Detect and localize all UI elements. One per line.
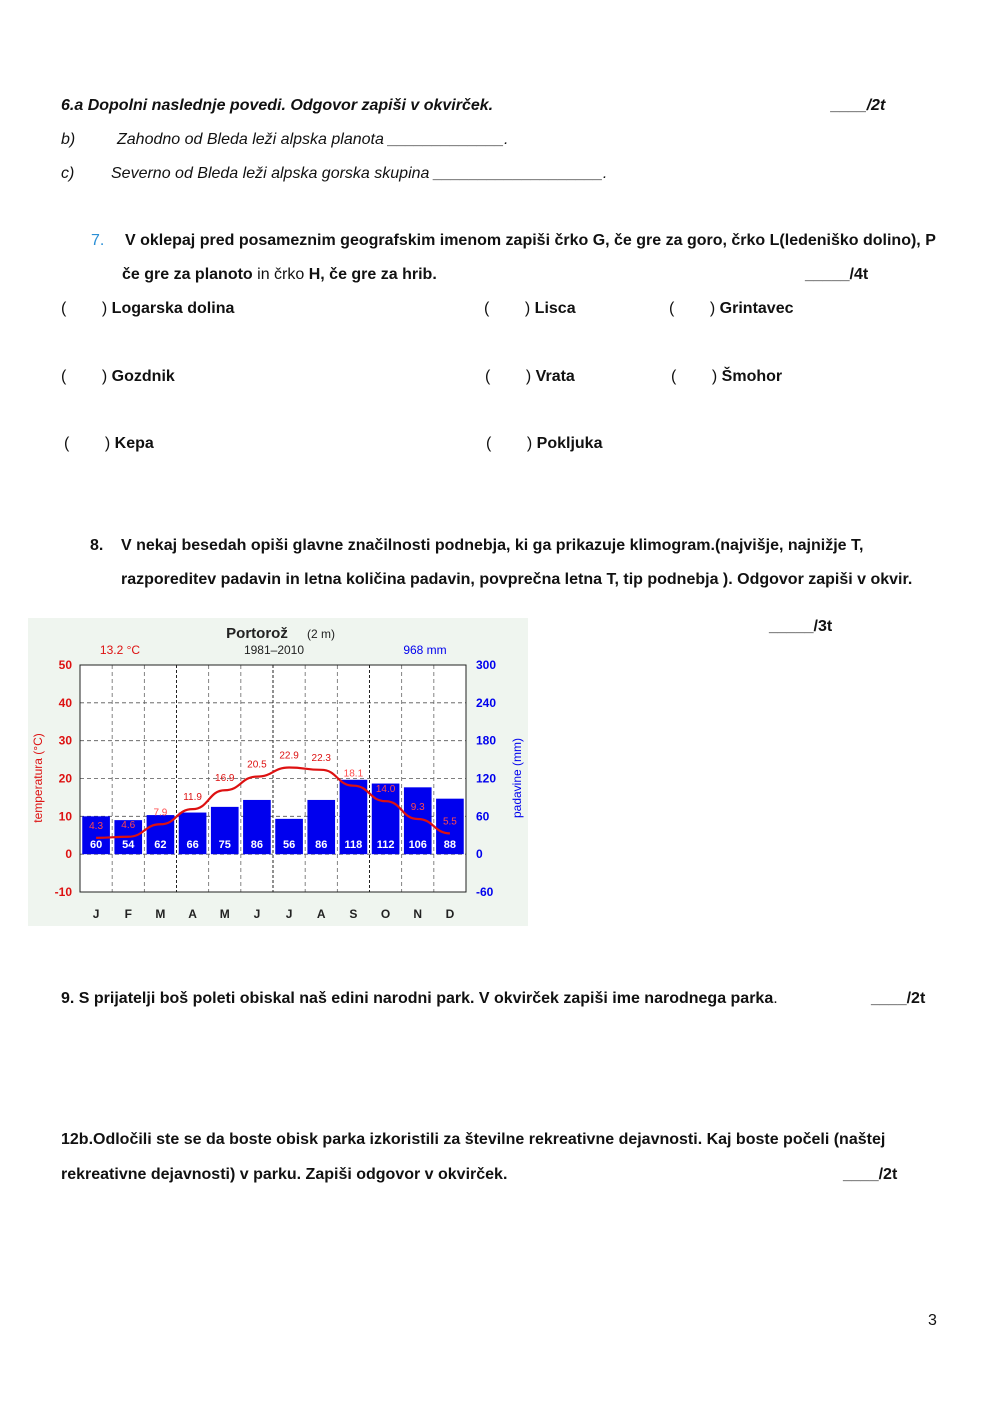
- q7-item-lisca: [484, 300, 576, 318]
- annual-precipitation: 968 mm: [403, 643, 447, 657]
- q7-item-gozdnik: [61, 368, 175, 386]
- q7-item-grintavec: [669, 300, 793, 318]
- month-label: M: [219, 907, 230, 921]
- item-label: Gozdnik: [111, 368, 175, 385]
- precip-value-label: 86: [250, 839, 264, 852]
- item-label: Grintavec: [719, 300, 794, 317]
- month-label: N: [413, 907, 423, 921]
- temperature-value-label: 22.3: [311, 752, 331, 764]
- q7-number: 7.: [91, 232, 105, 249]
- q6-heading: [61, 97, 493, 115]
- precip-value-label: 66: [186, 839, 199, 852]
- q6-b-text: Zahodno od Bleda leži alpska planota _____________.: [117, 131, 509, 148]
- month-label: D: [445, 907, 455, 921]
- q7-item-smohor: [671, 368, 782, 386]
- tick-label-right: -60: [476, 885, 494, 899]
- month-label: F: [124, 907, 132, 921]
- q7-item-logarska: [61, 300, 234, 318]
- item-label: Vrata: [535, 368, 575, 385]
- q8-line1: V nekaj besedah opiši glavne značilnosti podnebja, ki ga prikazuje klimogram.(najvišje, najnižje T,: [121, 537, 864, 554]
- month-label: M: [155, 907, 166, 921]
- answer-paren[interactable]: ( ): [64, 435, 111, 452]
- page-number: 3: [928, 1312, 937, 1329]
- q12-line2: rekreativne dejavnosti) v parku. Zapiši odgovor v okvirček.: [61, 1166, 508, 1183]
- tick-label-left: 10: [58, 809, 72, 824]
- temperature-value-label: 11.9: [183, 792, 202, 804]
- temperature-value-label: 7.9: [153, 807, 168, 819]
- tick-label-left: 0: [65, 847, 72, 862]
- tick-label-left: 40: [58, 695, 72, 710]
- q6-c-text: Severno od Bleda leži alpska gorska skupina ___________________.: [111, 165, 608, 182]
- answer-paren[interactable]: ( ): [61, 300, 108, 317]
- answer-paren[interactable]: ( ): [484, 300, 531, 317]
- chart-grid: [80, 665, 466, 892]
- tick-label-left: 50: [58, 658, 72, 672]
- q6-heading-suffix: . Odgovor zapiši v okvirček.: [281, 97, 494, 114]
- chart-title: Portorož: [226, 625, 288, 642]
- precip-value-label: 86: [315, 839, 328, 852]
- q6-c-label: c): [61, 165, 75, 182]
- item-label: Lisca: [534, 300, 576, 317]
- q9-text: [61, 990, 778, 1008]
- precip-value-label: 60: [89, 839, 103, 852]
- tick-label-left: -10: [54, 885, 72, 899]
- q9-points: ____/2t: [871, 990, 926, 1007]
- y-axis-left-label: temperatura (°C): [31, 733, 45, 823]
- month-label: O: [380, 907, 391, 921]
- temperature-value-label: 18.1: [343, 768, 364, 780]
- month-label: A: [316, 907, 326, 921]
- month-label: J: [285, 907, 293, 921]
- q9-text-main: 9. S prijatelji boš poleti obiskal naš edini narodni park. V okvirček zapiši ime narodnega parka: [61, 990, 774, 1007]
- q12-line1: 12b.Odločili ste se da boste obisk parka izkoristili za številne rekreativne dejavnosti. Kaj boste počeli (naštej: [61, 1131, 886, 1148]
- q7-line2-a: če gre za planoto: [122, 266, 253, 283]
- chart-title-note: (2 m): [307, 627, 335, 641]
- tick-label-left: 30: [58, 733, 72, 748]
- temperature-value-label: 22.9: [279, 750, 299, 762]
- month-label: A: [188, 907, 197, 921]
- precip-value-label: 54: [122, 839, 135, 852]
- temperature-value-label: 16.9: [215, 773, 235, 785]
- precip-value-label: 62: [154, 839, 167, 852]
- answer-paren[interactable]: ( ): [486, 435, 533, 452]
- temperature-value-label: 4.6: [121, 819, 136, 831]
- tick-label-right: 300: [476, 658, 497, 672]
- precip-value-label: 118: [344, 839, 363, 852]
- q7-line2-c: H, če gre za hrib.: [308, 266, 437, 283]
- q7-item-vrata: [485, 368, 575, 386]
- precip-value-label: 56: [282, 839, 296, 852]
- q8-number: 8.: [90, 537, 104, 554]
- tick-label-right: 120: [476, 771, 497, 786]
- y-axis-right-label: padavine (mm): [510, 737, 524, 819]
- tick-label-right: 180: [476, 733, 497, 748]
- precip-value-label: 88: [443, 839, 457, 852]
- month-label: J: [253, 907, 261, 921]
- item-label: Šmohor: [721, 368, 783, 385]
- temperature-value-label: 20.5: [247, 759, 267, 771]
- answer-paren[interactable]: ( ): [61, 368, 108, 385]
- temperature-value-label: 9.3: [410, 801, 425, 813]
- precip-value-label: 106: [408, 839, 427, 852]
- q6-b-label: b): [61, 131, 76, 148]
- q6-points: ____/2t: [831, 97, 886, 114]
- tick-label-right: 0: [476, 847, 483, 862]
- q7-item-pokljuka: [486, 435, 602, 453]
- climograph: [28, 618, 528, 926]
- item-label: Pokljuka: [536, 435, 603, 452]
- q12-points: ____/2t: [843, 1166, 898, 1183]
- temperature-value-label: 5.5: [442, 816, 457, 828]
- q7-line2-b: in črko: [252, 266, 309, 283]
- q9-text-end: .: [773, 990, 778, 1007]
- q6-heading-text: 6.a Dopolni naslednje povedi: [61, 97, 282, 114]
- answer-paren[interactable]: ( ): [485, 368, 532, 385]
- month-label: J: [92, 907, 100, 921]
- q7-line2: [122, 266, 437, 284]
- chart-period: 1981–2010: [243, 643, 305, 657]
- annual-temperature: 13.2 °C: [99, 643, 141, 657]
- q8-line2: razporeditev padavin in letna količina padavin, povprečna letna T, tip podnebja ). Odgovor zapiši v okvir.: [121, 571, 913, 588]
- tick-label-right: 240: [476, 695, 497, 710]
- tick-label-left: 20: [58, 771, 72, 786]
- answer-paren[interactable]: ( ): [669, 300, 716, 317]
- temperature-value-label: 14.0: [375, 784, 396, 796]
- temperature-value-label: 4.3: [89, 820, 104, 832]
- q8-points: _____/3t: [769, 618, 833, 635]
- q7-item-kepa: [64, 435, 154, 453]
- month-label: S: [349, 907, 358, 921]
- q7-points: _____/4t: [805, 266, 869, 283]
- answer-paren[interactable]: ( ): [671, 368, 718, 385]
- item-label: Logarska dolina: [111, 300, 235, 317]
- item-label: Kepa: [114, 435, 154, 452]
- q7-line1: V oklepaj pred posameznim geografskim imenom zapiši črko G, če gre za goro, črko L(ledeniško dolino), P: [125, 232, 936, 249]
- tick-label-right: 60: [476, 809, 490, 824]
- precip-value-label: 112: [376, 839, 395, 852]
- precip-value-label: 75: [218, 839, 231, 852]
